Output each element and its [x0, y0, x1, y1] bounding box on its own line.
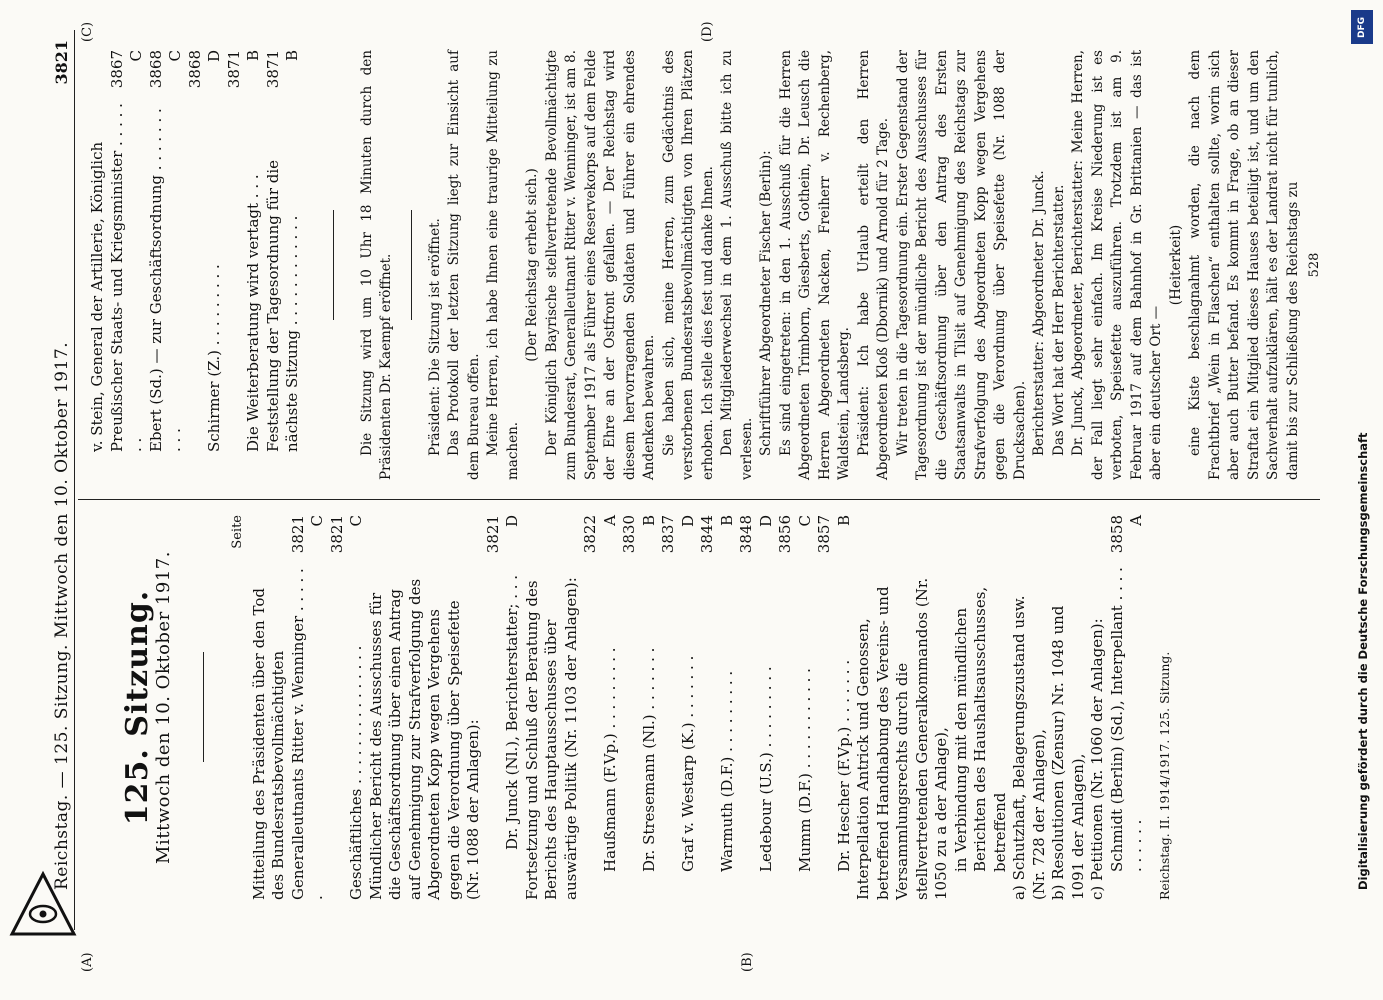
agenda-item-text: Die Weiterberatung wird vertagt . . .	[244, 174, 262, 452]
agenda-item	[1010, 515, 1049, 900]
agenda-item	[328, 515, 367, 900]
header-rule	[74, 30, 75, 930]
agenda-item	[367, 515, 484, 900]
agenda-item-text: Geschäftliches . . . . . . . . . . . . . . .	[347, 645, 365, 900]
agenda-item	[952, 515, 1011, 900]
agenda-item-text: Dr. Stresemann (Nl.) . . . . . . .	[639, 647, 658, 872]
margin-marker-b: (B)	[740, 952, 755, 972]
agenda-item	[88, 50, 147, 480]
agenda-item	[523, 515, 582, 900]
agenda-item-text: b) Resolutionen (Zensur) Nr. 1048 und 1091 der Anlagen),	[1049, 605, 1087, 900]
agenda-item-page: 3856 C	[776, 515, 814, 554]
agenda-item-text: Warmuth (D.F.) . . . . . . . . .	[717, 670, 736, 872]
agenda-item	[1088, 515, 1108, 900]
margin-marker-d: (D)	[700, 21, 715, 42]
agenda-item-text: Ledebour (U.S.) . . . . . . . . .	[756, 666, 775, 872]
protocol-paragraph: Wir treten in die Tagesordnung ein. Erster Gegenstand der Tagesordnung ist der mündliche Bericht des Ausschusses für die Geschäftsordnung über den Antrag des Ersten Staatsanwalts in Tilsit auf Genehmigung des Reichstags zur Strafverfolgung des Abgeordneten Kopp wegen Vergehens gegen die Verordnung über Speisefette (Nr. 1088 der Drucksachen).	[894, 50, 1028, 480]
dfg-badge: DFG	[1351, 10, 1373, 44]
agenda-item	[186, 50, 225, 480]
agenda-item-page: 3871 B	[224, 50, 262, 89]
session-title: 125. Sitzung.	[120, 589, 155, 826]
right-column	[88, 50, 1325, 480]
agenda-item	[620, 515, 659, 900]
protocol-paragraph: Dr. Junck, Abgeordneter, Berichterstatter: Meine Herren, der Fall liegt sehr einfach. Im Kreise Niederung ist es verboten, Speisefette auszuführen. Trotzdem ist am 9. Februar 1917 auf dem Bahnhof in Gr. Brittanien — das ist aber ein deutscher Ort —	[1070, 50, 1164, 480]
agenda-item-text: v. Stein, General der Artillerie, Königlich Preußischer Staats- und Kriegsminister . . . . . . .	[88, 103, 145, 452]
agenda-item-text: Dr. Hescher (F.Vp.) . . . . . . .	[834, 659, 853, 872]
opening-rule	[411, 210, 412, 320]
protocol-paragraph: Das Protokoll der letzten Sitzung liegt zur Einsicht auf dem Bureau offen.	[446, 50, 482, 480]
protocol-paragraph: Meine Herren, ich habe Ihnen eine traurige Mitteilung zu machen.	[485, 50, 521, 480]
agenda-item-page: 3821 C	[327, 515, 365, 554]
agenda-item-page: 3848 D	[737, 515, 775, 554]
column-divider	[78, 499, 1320, 500]
agenda-item-page: 3821 C	[288, 515, 326, 554]
protocol-paragraph: Berichterstatter: Abgeordneter Dr. Junck.	[1031, 170, 1047, 456]
opening-statement: Die Sitzung wird um 10 Uhr 18 Minuten durch den Präsidenten Dr. Kaempf eröffnet.	[358, 50, 394, 480]
agenda-list	[250, 515, 1147, 900]
sheet-number: 528	[1307, 252, 1322, 278]
agenda-item	[776, 515, 815, 900]
agenda-item-page: 3822 A	[581, 515, 619, 554]
agenda-item	[1108, 515, 1147, 900]
protocol-paragraph: eine Kiste beschlagnahmt worden, die nach dem Frachtbrief „Wein in Flaschen“ enthalten sollte, worin sich aber auch Butter befand. Es kommt in Frage, ob an dieser Straftat ein Mitglied dieses Hauses beteiligt ist, und um den Sachverhalt aufzuklären, hält es der Landrat nicht für tunlich, damit bis zur Schließung des Reichstags zu	[1187, 50, 1301, 480]
margin-marker-a: (A)	[80, 952, 95, 972]
agenda-item-text: Feststellung der Tagesordnung für die nächste Sitzung . . . . . . . . . . . .	[263, 159, 301, 452]
protocol-paragraph: Das Wort hat der Herr Berichterstatter.	[1050, 184, 1067, 456]
agenda-item-page: 3858 A	[1107, 515, 1145, 554]
agenda-item-page: 3867 C	[107, 50, 145, 89]
protocol-paragraph: (Der Reichstag erhebt sich.)	[524, 168, 540, 362]
protocol-paragraph: Es sind eingetreten: in den 1. Ausschuß für die Herren Abgeordneten Trimborn, Giesberts, Gothein, Dr. Leusch die Herren Abgeordneten Nacken, Freiherr v. Rechenberg, Waldstein, Landsberg.	[777, 50, 852, 480]
protocol-text	[426, 50, 1304, 480]
protocol-paragraph: Der Königlich Bayrische stellvertretende Bevollmächtigte zum Bundesrat, Generalleutnant Ritter v. Wenninger, ist am 8. September 1917 als Führer eines Reservekorps auf dem Felde der Ehre an der Ostfront gefallen. — Der Reichstag wird diesem hervorragenden Soldaten und Führer ein ehrendes Andenken bewahren.	[543, 50, 657, 480]
agenda-item-text: Fortsetzung und Schluß der Beratung des Berichts des Hauptausschusses über auswärtige Politik (Nr. 1103 der Anlagen):	[522, 577, 580, 900]
agenda-item-page: 3837 D	[659, 515, 697, 554]
agenda-item	[484, 515, 523, 900]
agenda-item-text: Mündlicher Bericht des Ausschusses für die Geschäftsordnung über einen Antrag auf Genehmigung zur Strafverfolgung des Abgeordneten Kopp wegen Vergehens gegen die Verordnung über Speisefette (Nr. 1088 der Anlagen):	[366, 578, 482, 900]
protocol-paragraph: Sie haben sich, meine Herren, zum Gedächtnis des verstorbenen Bundesratsbevollmächtigten von Ihren Plätzen erhoben. Ich stelle dies fest und danke Ihnen.	[660, 50, 716, 480]
protocol-paragraph: Präsident: Die Sitzung ist eröffnet.	[426, 218, 443, 456]
agenda-item-text: Interpellation Antrick und Genossen, betreffend Handhabung des Vereins- und Versammlungsrechts durch die stellvertretenden Generalkommandos (Nr. 1050 zu a der Anlage),	[854, 577, 950, 900]
agenda-item	[581, 515, 620, 900]
agenda-item	[698, 515, 737, 900]
agenda-item	[1049, 515, 1088, 900]
agenda-item	[147, 50, 186, 480]
agenda-item	[854, 515, 952, 900]
protocol-paragraph: (Heiterkeit)	[1167, 224, 1184, 306]
title-rule	[203, 653, 204, 763]
agenda-item	[250, 515, 328, 900]
rotated-page	[10, 0, 1330, 1000]
page-number: 3821	[52, 40, 71, 85]
agenda-list-continued	[88, 50, 303, 480]
agenda-item-page: 3868 D	[185, 50, 223, 89]
reichstag-logo-icon	[8, 870, 78, 940]
agenda-item-text: in Verbindung mit den mündlichen Berichten des Haushaltsausschusses, betreffend	[951, 586, 1009, 872]
agenda-item-page: 3857 B	[815, 515, 853, 554]
agenda-item-text: a) Schutzhaft, Belagerungszustand usw. (Nr. 728 der Anlagen),	[1010, 595, 1048, 900]
section-rule	[333, 210, 334, 320]
agenda-item	[815, 515, 854, 900]
stamp-text: Digitalisierung gefördert durch die Deutsche Forschungsgemeinschaft	[1356, 432, 1370, 890]
margin-marker-c: (C)	[80, 21, 95, 42]
agenda-item-text: Mitteilung des Präsidenten über den Tod des Bundesratsbevollmächtigten Generalleutnants Ritter v. Wenninger . . . . . .	[249, 568, 326, 900]
agenda-item	[737, 515, 776, 900]
agenda-item	[659, 515, 698, 900]
agenda-item-text: Ebert (Sd.) — zur Geschäftsordnung . . . . . . . . . .	[146, 108, 184, 452]
page-footer: Reichstag. II. 1914/1917. 125. Sitzung.	[1156, 651, 1172, 900]
agenda-item-text: Schirmer (Z.) . . . . . . . . .	[205, 264, 223, 452]
left-column	[88, 515, 1174, 900]
digitization-stamp	[1351, 10, 1375, 890]
agenda-item-page: 3868 C	[146, 50, 184, 89]
agenda-item	[225, 50, 264, 480]
agenda-item-page: 3821 D	[483, 515, 521, 554]
protocol-paragraph: Präsident: Ich habe Urlaub erteilt den Herren Abgeordneten Kloß (Dbornik) und Arnold für 2 Tage.	[855, 50, 891, 480]
agenda-item-text: Haußmann (F.Vp.) . . . . . . . . .	[600, 647, 619, 872]
agenda-item-text: Dr. Junck (Nl.), Berichterstatter; . . .	[503, 574, 521, 850]
session-date: Mittwoch den 10. Oktober 1917.	[152, 551, 174, 864]
protocol-paragraph: Den Mitgliederwechsel in dem 1. Ausschuß bitte ich zu verlesen.	[719, 50, 755, 480]
running-header: Reichstag. — 125. Sitzung. Mittwoch den 10. Oktober 1917.	[52, 341, 72, 890]
agenda-item-text: c) Petitionen (Nr. 1060 der Anlagen):	[1088, 618, 1106, 900]
seite-label: Seite	[230, 515, 245, 549]
agenda-item-text: Graf v. Westarp (K.) . . . . . . .	[678, 655, 697, 872]
agenda-item-page: 3844 B	[698, 515, 736, 554]
agenda-item	[264, 50, 303, 480]
agenda-item-page: 3871 B	[263, 50, 301, 89]
agenda-item-text: Mumm (D.F.) . . . . . . . . . . .	[795, 668, 814, 872]
agenda-item-text: Schmidt (Berlin) (Sd.), Interpellant . . . . . . . . . .	[1107, 567, 1145, 872]
protocol-paragraph: Schriftführer Abgeordneter Fischer (Berlin):	[758, 150, 774, 456]
agenda-item-page: 3830 B	[620, 515, 658, 554]
